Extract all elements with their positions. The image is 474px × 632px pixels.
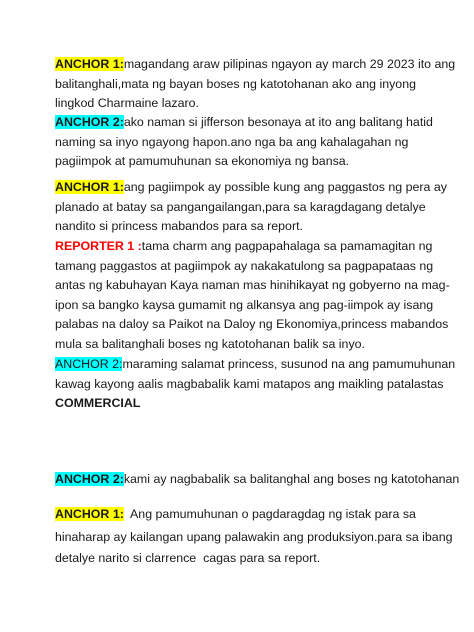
speaker-label: ANCHOR 2: bbox=[55, 357, 123, 371]
text-line: tamang paggastos at pagiimpok ay nakakatulong sa pagpapataas ng bbox=[55, 258, 434, 273]
paragraph-reporter1 bbox=[55, 237, 450, 355]
dialogue-text: ako naman si jifferson besonaya at ito ang balitang hatid bbox=[123, 115, 433, 129]
text-line bbox=[55, 355, 456, 375]
text-line: hinaharap ay kailangan upang palawakin ang produksiyon.para sa ibang bbox=[55, 530, 453, 544]
dialogue-text: Ang pamumuhunan o pagdaragdag ng istak para sa bbox=[123, 507, 416, 521]
dialogue-text: maraming salamat princess, susunod na ang pamumuhunan bbox=[122, 357, 456, 371]
dialogue-text: magandang araw pilipinas ngayon ay march 29 2023 ito ang bbox=[123, 57, 456, 71]
text-line bbox=[55, 237, 435, 257]
text-line bbox=[55, 55, 456, 75]
paragraph-anchor1-topic bbox=[55, 178, 447, 237]
speaker-label: ANCHOR 1: bbox=[55, 57, 124, 71]
text-line bbox=[55, 178, 447, 198]
text-line: palabas na daloy sa Paikot na Daloy ng Ekonomiya,princess mabandos bbox=[55, 317, 449, 332]
paragraph-anchor2-return bbox=[55, 470, 460, 490]
speaker-label: ANCHOR 2: bbox=[55, 115, 124, 129]
text-line: detalye narito si clarrence cagas para sa report. bbox=[55, 551, 321, 565]
paragraph-anchor2-break bbox=[55, 355, 456, 414]
text-line bbox=[55, 504, 435, 525]
text-line: kawag kayong aalis magbabalik kami matapos ang maikling patalastas bbox=[55, 376, 444, 391]
dialogue-text: kami ay nagbabalik sa balitanghal ang boses ng katotohanan bbox=[123, 472, 460, 486]
paragraph-anchor2-intro bbox=[55, 113, 435, 172]
text-line: nandito si princess mabandos para sa report. bbox=[55, 219, 303, 234]
dialogue-text: ang pagiimpok ay possible kung ang paggastos ng pera ay bbox=[123, 180, 447, 194]
commercial-label: COMMERCIAL bbox=[55, 396, 141, 411]
speaker-label: ANCHOR 1: bbox=[55, 507, 124, 521]
speaker-label: ANCHOR 2: bbox=[55, 472, 124, 486]
text-line: planado at batay sa pangangailangan,para sa karagdagang detalye bbox=[55, 199, 426, 214]
text-line: pagiimpok at pamumuhunan sa ekonomiya ng bansa. bbox=[55, 154, 350, 169]
speaker-label: ANCHOR 1: bbox=[55, 180, 124, 194]
text-line bbox=[55, 113, 435, 133]
text-line bbox=[55, 470, 460, 490]
speaker-label: REPORTER 1 : bbox=[55, 239, 142, 253]
text-line: lingkod Charmaine lazaro. bbox=[55, 96, 199, 111]
paragraph-anchor1-investment bbox=[55, 504, 453, 569]
text-line: antas ng kabuhayan Kaya naman mas hinihikayat ng gobyerno na mag- bbox=[55, 278, 450, 293]
text-line: naming sa inyo ngayong hapon.ano nga ba ang kahalagahan ng bbox=[55, 134, 409, 149]
text-line: mula sa balitanghali boses ng katotohanan balik sa inyo. bbox=[55, 336, 365, 351]
text-line: ipon sa bangko kaysa gumamit ng alkansya ang pag-iimpok ay isang bbox=[55, 297, 434, 312]
paragraph-anchor1-intro bbox=[55, 55, 456, 114]
text-line: balitanghali,mata ng bayan boses ng katotohanan ako ang inyong bbox=[55, 76, 416, 91]
dialogue-text: tama charm ang pagpapahalaga sa pamamagitan ng bbox=[141, 239, 433, 253]
